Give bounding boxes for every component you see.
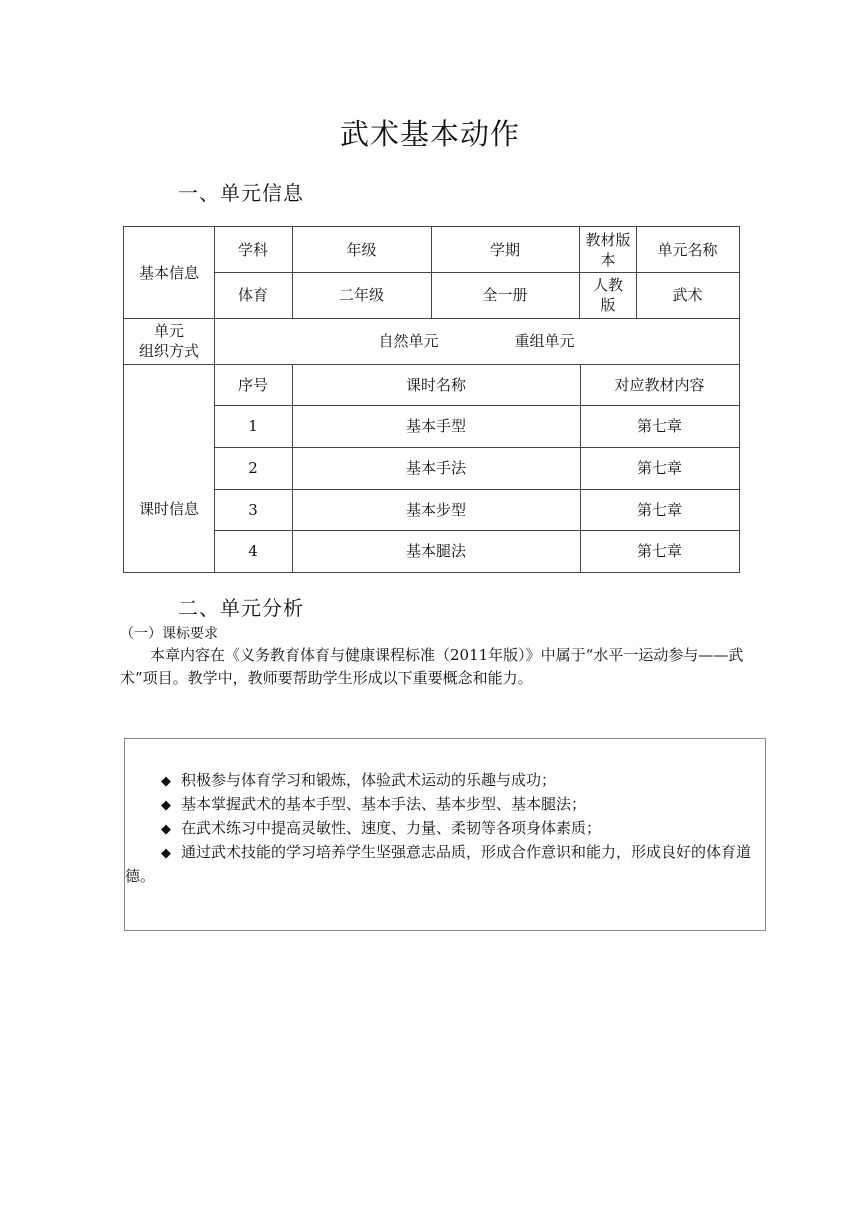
- header-number: 序号: [237, 375, 268, 394]
- diamond-bullet-icon: ◆: [161, 798, 171, 813]
- curriculum-paragraph: 本章内容在《义务教育体育与健康课程标准（2011年版）》中属于“水平一运动参与——武术”项目。教学中，教师要帮助学生形成以下重要概念和能力。: [120, 646, 744, 687]
- diamond-bullet-icon: ◆: [161, 822, 171, 837]
- org-natural-unit: 自然单元: [378, 332, 439, 350]
- diamond-bullet-icon: ◆: [161, 846, 171, 861]
- header-lesson-name: 课时名称: [405, 375, 466, 394]
- bullet-item: [125, 793, 763, 817]
- lesson-name: 基本步型: [405, 500, 466, 519]
- bullet-text: 基本掌握武术的基本手型、基本手法、基本步型、基本腿法；: [181, 795, 587, 813]
- lesson-info-label: 课时信息: [138, 500, 199, 518]
- lesson-content: 第七章: [636, 542, 682, 560]
- page-title: 武术基本动作: [339, 117, 520, 151]
- section-heading-unit-info: 一、单元信息: [178, 181, 304, 205]
- value-subject: 体育: [237, 286, 268, 304]
- value-grade: 二年级: [338, 286, 384, 304]
- lesson-number: 3: [248, 500, 258, 519]
- header-grade: 年级: [346, 240, 377, 259]
- diamond-bullet-icon: ◆: [161, 774, 171, 789]
- key-concepts-box: [124, 738, 766, 931]
- header-textbook-version: 教材版本: [585, 230, 631, 269]
- bullet-text: 通过武术技能的学习培养学生坚强意志品质，形成合作意识和能力，形成良好的体育道德。: [125, 843, 752, 885]
- lesson-name: 基本腿法: [405, 542, 466, 560]
- header-unit-name: 单元名称: [657, 240, 718, 259]
- bullet-text: 在武术练习中提高灵敏性、速度、力量、柔韧等各项身体素质；: [181, 819, 602, 837]
- basic-info-label: 基本信息: [138, 263, 199, 282]
- lesson-name: 基本手型: [405, 417, 466, 435]
- value-semester: 全一册: [482, 286, 528, 304]
- lesson-number: 4: [248, 542, 258, 560]
- bullet-item: [125, 769, 763, 793]
- lesson-content: 第七章: [636, 500, 682, 519]
- header-subject: 学科: [237, 240, 268, 259]
- bullet-list: [125, 769, 763, 888]
- header-textbook-content: 对应教材内容: [614, 375, 705, 394]
- org-method-label-line2: 组织方式: [138, 342, 199, 360]
- lesson-content: 第七章: [636, 459, 682, 477]
- header-semester: 学期: [489, 240, 520, 259]
- lesson-name: 基本手法: [405, 459, 466, 477]
- lesson-content: 第七章: [636, 417, 682, 435]
- bullet-item: [125, 817, 763, 841]
- value-textbook-version: 人教版: [592, 276, 623, 314]
- org-method-values: [214, 318, 739, 364]
- bullet-item: [125, 841, 763, 888]
- org-regrouped-unit: 重组单元: [514, 332, 575, 350]
- org-method-label: [124, 318, 214, 364]
- value-unit-name: 武术: [672, 286, 703, 304]
- lesson-number: 2: [248, 459, 258, 477]
- lesson-number: 1: [248, 417, 258, 435]
- unit-info-table: [123, 226, 740, 573]
- subheading-curriculum-requirements: （一）课标要求: [120, 626, 218, 642]
- bullet-text: 积极参与体育学习和锻炼，体验武术运动的乐趣与成功；: [181, 771, 557, 789]
- org-method-label-line1: 单元: [153, 322, 184, 340]
- section-heading-unit-analysis: 二、单元分析: [178, 596, 304, 620]
